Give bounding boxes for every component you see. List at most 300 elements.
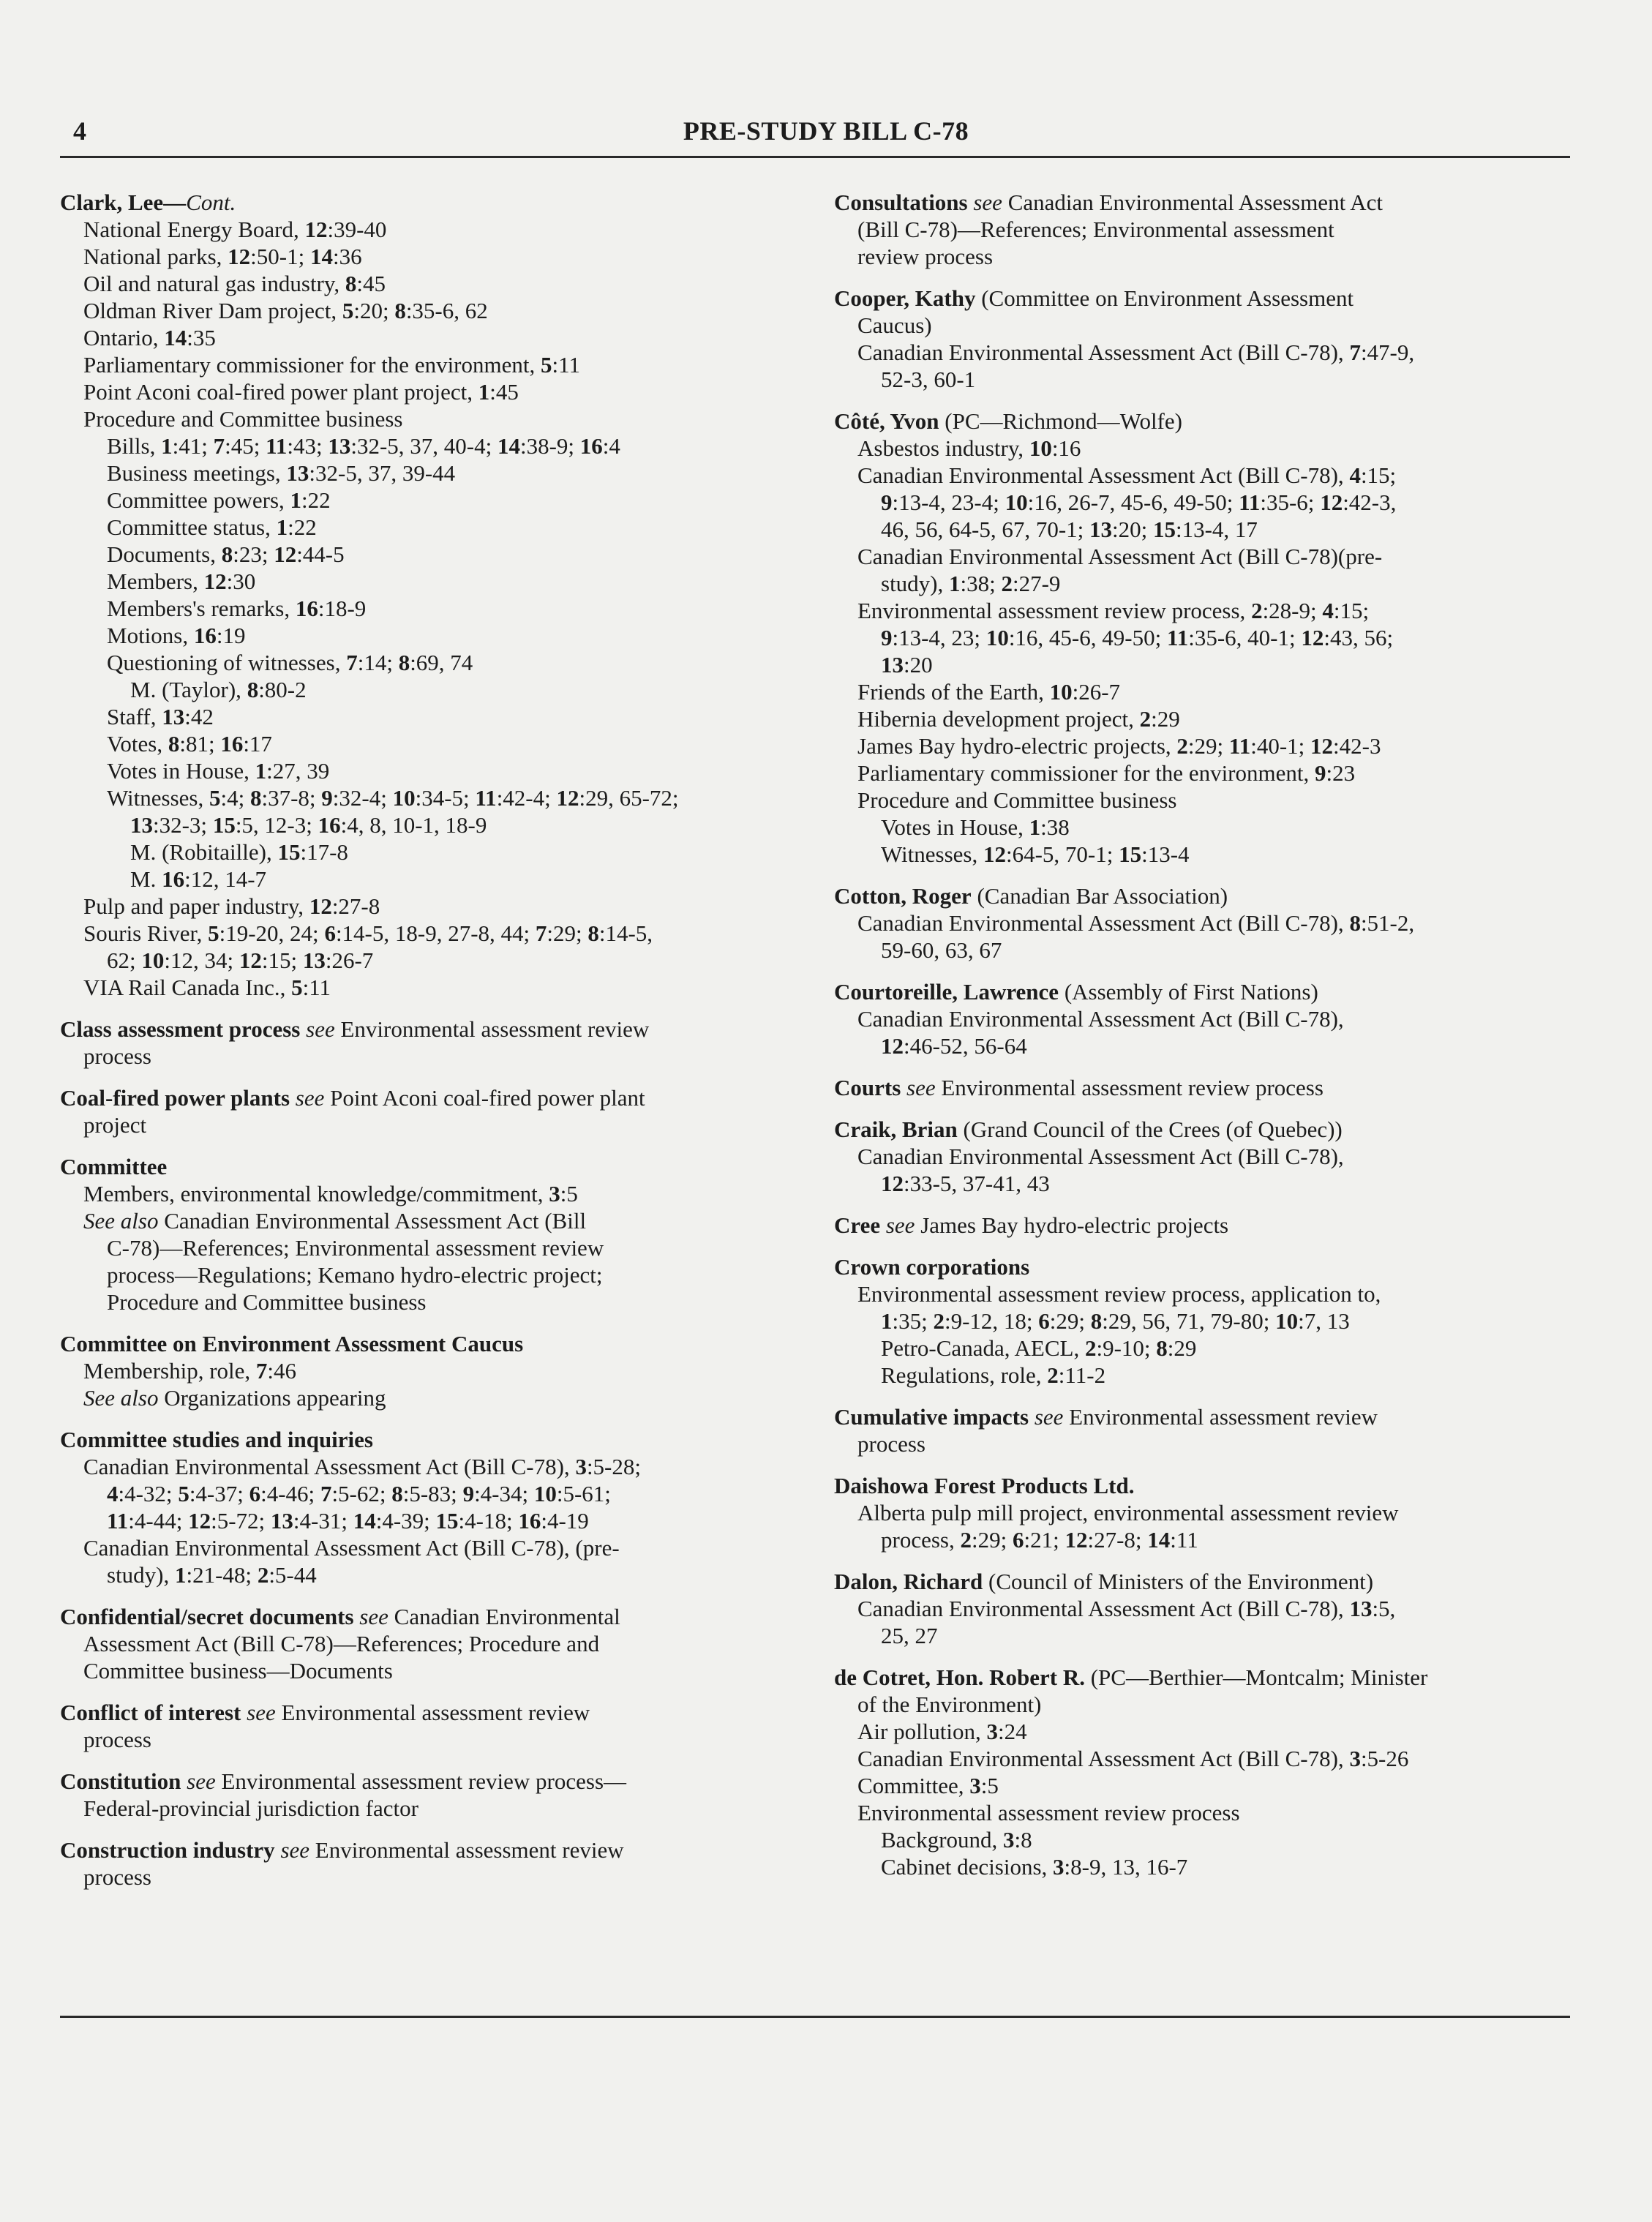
- running-head: PRE-STUDY BILL C-78: [683, 116, 969, 146]
- bold-text: 1: [478, 379, 490, 405]
- bold-text: 15: [1153, 517, 1176, 542]
- bold-text: 8: [221, 541, 233, 567]
- bold-text: 6: [324, 920, 336, 946]
- bold-text: 11: [107, 1508, 129, 1534]
- bold-text: Craik, Brian: [834, 1116, 958, 1142]
- bold-text: 12: [309, 893, 332, 919]
- index-subentry-line: [834, 243, 1566, 270]
- index-heading-line: [834, 1074, 1566, 1101]
- text-run: Procedure and Committee business: [83, 406, 403, 432]
- text-run: Hibernia development project,: [857, 706, 1140, 732]
- text-run: :38-9;: [519, 433, 580, 459]
- index-subentry-line: [60, 1630, 799, 1657]
- index-subentry-line: [834, 570, 1566, 597]
- text-run: :16, 45-6, 49-50;: [1008, 625, 1167, 650]
- text-run: Canadian Environmental Assessment Act (Bill C-78),: [83, 1454, 576, 1479]
- index-subentry-line: [834, 1307, 1566, 1335]
- index-entry: [60, 1768, 799, 1822]
- text-run: :4: [602, 433, 620, 459]
- index-subentry-line: [60, 487, 799, 514]
- index-subentry-line: [60, 974, 799, 1001]
- text-run: Ontario,: [83, 325, 165, 350]
- italic-text: See also: [83, 1385, 159, 1411]
- bold-text: 13: [328, 433, 351, 459]
- text-run: M.: [130, 866, 162, 892]
- index-subentry-line: [834, 1430, 1566, 1457]
- index-heading-line: [834, 1568, 1566, 1595]
- index-heading-line: [834, 1472, 1566, 1499]
- index-heading-line: [834, 882, 1566, 909]
- text-run: Assessment Act (Bill C-78)—References; Procedure and: [83, 1631, 600, 1656]
- text-run: Canadian Environmental Assessment Act (Bill C-78),: [857, 1006, 1344, 1032]
- text-run: project: [83, 1112, 147, 1138]
- text-run: :4-18;: [458, 1508, 519, 1534]
- text-run: :13-4, 23;: [892, 625, 986, 650]
- text-run: Witnesses,: [107, 785, 209, 811]
- text-run: :5, 12-3;: [235, 812, 318, 838]
- bold-text: Constitution: [60, 1768, 187, 1794]
- index-subentry-line: [834, 1853, 1566, 1880]
- text-run: Members's remarks,: [107, 596, 296, 621]
- text-run: :29;: [971, 1527, 1013, 1553]
- index-subentry-line: [834, 1745, 1566, 1772]
- index-subentry-line: [834, 543, 1566, 570]
- text-run: :41;: [172, 433, 214, 459]
- bold-text: 2: [933, 1308, 945, 1334]
- index-subentry-line: [834, 937, 1566, 964]
- text-run: Staff,: [107, 704, 162, 729]
- text-run: :14-5,: [598, 920, 653, 946]
- bold-text: 13: [1089, 517, 1113, 542]
- text-run: :4-32;: [118, 1481, 179, 1506]
- text-run: :30: [226, 568, 256, 594]
- bold-text: 5: [291, 975, 303, 1000]
- text-run: :26-7: [325, 947, 374, 973]
- footer-rule: [60, 2016, 1570, 2018]
- bold-text: 9: [462, 1481, 475, 1506]
- text-run: Canadian Environmental Assessment Act (Bill C-78),: [857, 1144, 1344, 1169]
- bold-text: Committee on Environment Assessment Caucus: [60, 1331, 524, 1356]
- index-subentry-line: [834, 1143, 1566, 1170]
- text-run: Asbestos industry,: [857, 435, 1029, 461]
- text-run: review process: [857, 244, 994, 269]
- bold-text: 1: [290, 487, 302, 513]
- text-run: Canadian Environmental: [388, 1604, 620, 1629]
- text-run: National parks,: [83, 244, 228, 269]
- text-run: :20;: [1112, 517, 1153, 542]
- text-run: :35: [187, 325, 216, 350]
- index-subentry-line: [834, 909, 1566, 937]
- index-subentry-line: [60, 947, 799, 974]
- index-entry: [60, 1426, 799, 1588]
- index-heading-line: [834, 1116, 1566, 1143]
- index-subentry-line: [60, 920, 799, 947]
- text-run: James Bay hydro-electric projects: [915, 1212, 1229, 1238]
- index-subentry-line: [60, 568, 799, 595]
- bold-text: Cooper, Kathy: [834, 285, 976, 311]
- text-run: :5-62;: [331, 1481, 392, 1506]
- index-subentry-line: [60, 243, 799, 270]
- text-run: :11: [302, 975, 331, 1000]
- text-run: :38: [1040, 814, 1070, 840]
- bold-text: 13: [162, 704, 185, 729]
- index-heading-line: [834, 1212, 1566, 1239]
- text-run: Members, environmental knowledge/commitment,: [83, 1181, 549, 1206]
- index-subentry-line: [60, 703, 799, 730]
- bold-text: 16: [518, 1508, 541, 1534]
- index-subentry-line: [60, 757, 799, 784]
- index-subentry-line: [60, 676, 799, 703]
- bold-text: 12: [1320, 489, 1343, 515]
- bold-text: 16: [193, 623, 217, 648]
- index-subentry-line: [60, 649, 799, 676]
- index-subentry-line: [60, 1288, 799, 1315]
- text-run: :43;: [287, 433, 328, 459]
- text-run: (PC—Richmond—Wolfe): [939, 408, 1182, 434]
- index-column-right: [834, 189, 1566, 1895]
- index-entry: [834, 882, 1566, 964]
- bold-text: 8: [587, 920, 599, 946]
- bold-text: 12: [203, 568, 227, 594]
- text-run: Procedure and Committee business: [857, 787, 1177, 813]
- text-run: :15;: [1360, 462, 1397, 488]
- bold-text: 2: [1084, 1335, 1097, 1361]
- bold-text: Coal-fired power plants: [60, 1085, 296, 1111]
- index-subentry-line: [834, 1772, 1566, 1799]
- text-run: Pulp and paper industry,: [83, 893, 309, 919]
- index-subentry-line: [60, 838, 799, 866]
- bold-text: 8: [394, 298, 406, 323]
- text-run: process: [857, 1431, 926, 1457]
- text-run: :35;: [892, 1308, 934, 1334]
- bold-text: 13: [130, 812, 153, 838]
- bold-text: 14: [497, 433, 520, 459]
- text-run: James Bay hydro-electric projects,: [857, 733, 1177, 759]
- bold-text: 8: [249, 785, 262, 811]
- text-run: Documents,: [107, 541, 222, 567]
- index-subentry-line: [60, 216, 799, 243]
- index-subentry-line: [834, 841, 1566, 868]
- text-run: :35-6;: [1260, 489, 1321, 515]
- bold-text: 2: [257, 1562, 269, 1588]
- index-subentry-line: [834, 1826, 1566, 1853]
- bold-text: 15: [435, 1508, 459, 1534]
- text-run: :29, 56, 71, 79-80;: [1102, 1308, 1276, 1334]
- text-run: :9-12, 18;: [944, 1308, 1039, 1334]
- text-run: :69, 74: [410, 650, 473, 675]
- text-run: process: [83, 1043, 151, 1069]
- text-run: Canadian Environmental Assessment Act (Bill C-78),: [857, 1746, 1350, 1771]
- text-run: process: [83, 1727, 151, 1752]
- text-run: :33-5, 37-41, 43: [904, 1171, 1050, 1196]
- italic-text: see: [280, 1837, 310, 1863]
- header-rule: [60, 156, 1570, 158]
- text-run: (PC—Berthier—Montcalm; Minister: [1084, 1664, 1428, 1690]
- bold-text: 14: [1147, 1527, 1171, 1553]
- bold-text: Côté, Yvon: [834, 408, 939, 434]
- index-entry: [60, 1330, 799, 1411]
- text-run: 46, 56, 64-5, 67, 70-1;: [881, 517, 1090, 542]
- index-subentry-line: [60, 459, 799, 487]
- text-run: :5: [560, 1181, 578, 1206]
- bold-text: 15: [277, 839, 301, 865]
- text-run: Friends of the Earth,: [857, 679, 1050, 705]
- text-run: :15;: [261, 947, 303, 973]
- text-run: Environmental assessment review process,: [857, 598, 1252, 623]
- bold-text: 5: [178, 1481, 189, 1506]
- text-run: :42-3: [1333, 733, 1381, 759]
- italic-text: see: [973, 189, 1002, 215]
- bold-text: 1: [276, 514, 288, 540]
- index-subentry-line: [834, 1622, 1566, 1649]
- index-subentry-line: [834, 1362, 1566, 1389]
- text-run: study),: [881, 571, 949, 596]
- bold-text: Committee studies and inquiries: [60, 1427, 373, 1452]
- index-heading-line: [834, 285, 1566, 312]
- bold-text: 13: [270, 1508, 293, 1534]
- text-run: :7, 13: [1298, 1308, 1350, 1334]
- text-run: :36: [332, 244, 362, 269]
- index-heading-line: [834, 408, 1566, 435]
- index-entry: [834, 189, 1566, 270]
- index-heading-line: [60, 1016, 799, 1043]
- text-run: :45: [356, 271, 386, 296]
- index-entry: [60, 1699, 799, 1753]
- text-run: process—Regulations; Kemano hydro-electric project;: [107, 1262, 603, 1288]
- bold-text: 16: [162, 866, 185, 892]
- bold-text: Cree: [834, 1212, 886, 1238]
- text-run: :4-34;: [474, 1481, 534, 1506]
- index-subentry-line: [60, 1453, 799, 1480]
- index-subentry-line: [60, 1261, 799, 1288]
- index-subentry-line: [834, 814, 1566, 841]
- bold-text: Courts: [834, 1075, 907, 1100]
- bold-text: 12: [274, 541, 297, 567]
- text-run: Air pollution,: [857, 1719, 987, 1744]
- text-run: :4-37;: [189, 1481, 249, 1506]
- bold-text: 6: [1038, 1308, 1050, 1334]
- bold-text: 2: [1001, 571, 1013, 596]
- text-run: :13-4, 23-4;: [892, 489, 1005, 515]
- bold-text: 14: [353, 1508, 376, 1534]
- bold-text: 2: [1176, 733, 1188, 759]
- index-subentry-line: [834, 651, 1566, 678]
- bold-text: 14: [164, 325, 187, 350]
- text-run: Organizations appearing: [158, 1385, 386, 1411]
- index-subentry-line: [60, 324, 799, 351]
- text-run: Members,: [107, 568, 204, 594]
- index-heading-line: [60, 1699, 799, 1726]
- text-run: Witnesses,: [881, 841, 983, 867]
- index-subentry-line: [60, 595, 799, 622]
- text-run: process,: [881, 1527, 961, 1553]
- text-run: :40-1;: [1250, 733, 1311, 759]
- bold-text: 4: [107, 1481, 119, 1506]
- text-run: :16, 26-7, 45-6, 49-50;: [1027, 489, 1239, 515]
- text-run: :27, 39: [266, 758, 330, 784]
- text-run: :34-5;: [415, 785, 476, 811]
- text-run: :4-31;: [293, 1508, 353, 1534]
- text-run: study),: [107, 1562, 175, 1588]
- bold-text: 1: [255, 758, 267, 784]
- italic-text: see: [306, 1016, 335, 1042]
- text-run: :47-9,: [1360, 339, 1415, 365]
- italic-text: see: [359, 1604, 388, 1629]
- index-entry: [834, 1253, 1566, 1389]
- text-run: :14;: [357, 650, 399, 675]
- bold-text: 3: [575, 1454, 587, 1479]
- bold-text: 10: [533, 1481, 557, 1506]
- text-run: Motions,: [107, 623, 194, 648]
- bold-text: 7: [1349, 339, 1361, 365]
- text-run: Parliamentary commissioner for the environment,: [857, 760, 1315, 786]
- index-subentry-line: [834, 1499, 1566, 1526]
- bold-text: Daishowa Forest Products Ltd.: [834, 1473, 1135, 1498]
- text-run: :80-2: [258, 677, 307, 702]
- bold-text: 16: [295, 596, 318, 621]
- index-entry: [834, 1403, 1566, 1457]
- text-run: :29;: [547, 920, 588, 946]
- bold-text: 1: [161, 433, 173, 459]
- text-run: :12, 14-7: [184, 866, 267, 892]
- text-run: :43, 56;: [1324, 625, 1394, 650]
- text-run: :17-8: [300, 839, 348, 865]
- index-subentry-line: [834, 435, 1566, 462]
- text-run: :5-61;: [556, 1481, 611, 1506]
- bold-text: 10: [1275, 1308, 1299, 1334]
- index-heading-line: [60, 1153, 799, 1180]
- text-run: Committee business—Documents: [83, 1658, 393, 1684]
- text-run: Environmental assessment review process: [935, 1075, 1324, 1100]
- index-subentry-line: [834, 678, 1566, 705]
- index-subentry-line: [60, 893, 799, 920]
- bold-text: 7: [346, 650, 358, 675]
- text-run: :5-44: [269, 1562, 317, 1588]
- text-run: :27-8: [331, 893, 380, 919]
- text-run: :50-1;: [250, 244, 310, 269]
- index-subentry-line: [834, 489, 1566, 516]
- bold-text: 12: [556, 785, 579, 811]
- index-subentry-line: [60, 1507, 799, 1534]
- text-run: :42: [184, 704, 214, 729]
- bold-text: 13: [1349, 1596, 1373, 1621]
- index-entry: [60, 1603, 799, 1684]
- index-subentry-line: [60, 1534, 799, 1561]
- index-subentry-line: [60, 1384, 799, 1411]
- text-run: :24: [998, 1719, 1027, 1744]
- index-subentry-line: [834, 1718, 1566, 1745]
- index-entry: [834, 1116, 1566, 1197]
- index-subentry-line: [60, 1207, 799, 1234]
- text-run: :27-9: [1012, 571, 1061, 596]
- bold-text: Clark, Lee—: [60, 189, 187, 215]
- text-run: :13-4: [1141, 841, 1190, 867]
- text-run: :42-3,: [1343, 489, 1397, 515]
- text-run: Committee powers,: [107, 487, 290, 513]
- text-run: Committee status,: [107, 514, 277, 540]
- text-run: Regulations, role,: [881, 1362, 1048, 1388]
- bold-text: 11: [1239, 489, 1261, 515]
- bold-text: 9: [881, 625, 893, 650]
- index-entry: [834, 1212, 1566, 1239]
- text-run: Canadian Environmental Assessment Act (Bill C-78),: [857, 339, 1350, 365]
- bold-text: 3: [549, 1181, 560, 1206]
- bold-text: 12: [1301, 625, 1324, 650]
- bold-text: 12: [228, 244, 251, 269]
- index-heading-line: [60, 1426, 799, 1453]
- text-run: Bills,: [107, 433, 162, 459]
- text-run: :12, 34;: [164, 947, 239, 973]
- index-subentry-line: [834, 1526, 1566, 1553]
- index-subentry-line: [60, 541, 799, 568]
- index-subentry-line: [60, 784, 799, 811]
- text-run: (Bill C-78)—References; Environmental assessment: [857, 217, 1334, 242]
- index-subentry-line: [60, 351, 799, 378]
- text-run: :81;: [179, 731, 221, 757]
- text-run: :4-46;: [260, 1481, 320, 1506]
- index-entry: [60, 1836, 799, 1891]
- bold-text: Consultations: [834, 189, 974, 215]
- bold-text: 10: [1005, 489, 1028, 515]
- text-run: VIA Rail Canada Inc.,: [83, 975, 292, 1000]
- text-run: Alberta pulp mill project, environmental assessment review: [857, 1500, 1399, 1525]
- text-run: Point Aconi coal-fired power plant: [324, 1085, 645, 1111]
- text-run: :35-6, 40-1;: [1188, 625, 1302, 650]
- index-subentry-line: [60, 866, 799, 893]
- bold-text: 5: [209, 785, 221, 811]
- text-run: Business meetings,: [107, 460, 287, 486]
- text-run: Oldman River Dam project,: [83, 298, 342, 323]
- text-run: :16: [1051, 435, 1081, 461]
- text-run: :46-52, 56-64: [904, 1033, 1027, 1059]
- bold-text: 3: [1053, 1854, 1065, 1880]
- text-run: :14-5, 18-9, 27-8, 44;: [335, 920, 536, 946]
- text-run: :44-5: [296, 541, 345, 567]
- italic-text: See also: [83, 1208, 159, 1234]
- index-column-left: [60, 189, 799, 1905]
- index-entry: [834, 1472, 1566, 1553]
- text-run: Canadian Environmental Assessment Act: [1002, 189, 1383, 215]
- bold-text: 1: [175, 1562, 187, 1588]
- text-run: :11-2: [1058, 1362, 1106, 1388]
- text-run: :15;: [1333, 598, 1370, 623]
- text-run: Canadian Environmental Assessment Act (Bill: [158, 1208, 587, 1234]
- bold-text: 12: [881, 1171, 904, 1196]
- index-entry: [60, 189, 799, 1001]
- text-run: Environmental assessment review: [309, 1837, 624, 1863]
- text-run: Parliamentary commissioner for the environment,: [83, 352, 541, 378]
- text-run: :20;: [353, 298, 395, 323]
- index-subentry-line: [834, 624, 1566, 651]
- bold-text: 13: [286, 460, 309, 486]
- text-run: 52-3, 60-1: [881, 367, 976, 392]
- index-subentry-line: [60, 811, 799, 838]
- bold-text: 8: [398, 650, 410, 675]
- text-run: :23;: [233, 541, 274, 567]
- index-heading-line: [834, 1664, 1566, 1691]
- text-run: :5,: [1372, 1596, 1396, 1621]
- text-run: 59-60, 63, 67: [881, 937, 1002, 963]
- text-run: Canadian Environmental Assessment Act (Bill C-78)(pre-: [857, 544, 1383, 569]
- index-subentry-line: [60, 1043, 799, 1070]
- text-run: :22: [301, 487, 331, 513]
- index-subentry-line: [834, 1005, 1566, 1032]
- text-run: Canadian Environmental Assessment Act (Bill C-78), (pre-: [83, 1535, 620, 1561]
- text-run: :4, 8, 10-1, 18-9: [340, 812, 487, 838]
- bold-text: 4: [1322, 598, 1334, 623]
- text-run: Questioning of witnesses,: [107, 650, 347, 675]
- index-subentry-line: [834, 366, 1566, 393]
